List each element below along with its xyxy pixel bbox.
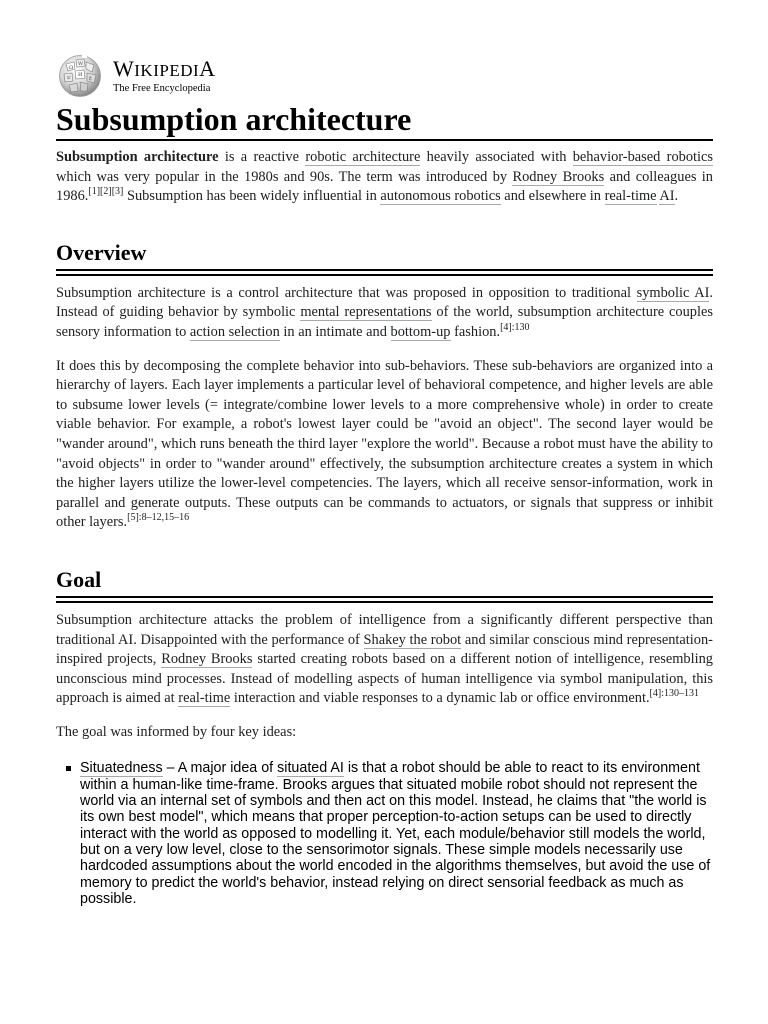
- link-behavior-based-robotics[interactable]: behavior-based robotics: [572, 149, 714, 165]
- link-robotic-architecture[interactable]: robotic architecture: [305, 149, 421, 165]
- goal-paragraph-2: The goal was informed by four key ideas:: [56, 723, 297, 740]
- text: and elsewhere in: [500, 188, 605, 205]
- section-divider: [56, 596, 713, 603]
- citation-5[interactable]: [5]:8–12,15–16: [127, 512, 190, 524]
- link-situated-ai[interactable]: situated AI: [277, 760, 344, 777]
- text: Subsumption architecture is a control architecture that was proposed in opposition to traditional: [56, 284, 637, 301]
- svg-text:ש: ש: [67, 75, 71, 81]
- link-ai[interactable]: AI: [659, 188, 675, 205]
- overview-paragraph-1: [56, 284, 713, 343]
- wikipedia-globe-icon: [56, 54, 105, 98]
- link-shakey-the-robot[interactable]: Shakey the robot: [363, 631, 462, 648]
- wordmark-title: [113, 55, 216, 82]
- goal-section-header: [56, 567, 713, 603]
- wordmark-last-letter: A: [199, 55, 216, 81]
- wordmark: [113, 55, 216, 95]
- citation-4[interactable]: [4]:130: [500, 321, 530, 333]
- text: .: [674, 188, 679, 205]
- link-mental-representations[interactable]: mental representations: [300, 304, 432, 321]
- link-real-time[interactable]: real-time: [178, 690, 231, 707]
- goal-heading: Goal: [56, 566, 102, 592]
- wordmark-first-letter: W: [113, 55, 135, 81]
- bold-term: Subsumption architecture: [56, 149, 219, 165]
- link-rodney-brooks[interactable]: Rodney Brooks: [512, 168, 605, 185]
- list-item: [80, 760, 713, 907]
- text: . Instead of guiding behavior by symbolic: [56, 284, 713, 321]
- text: It does this by decomposing the complete behavior into sub-behaviors. These sub-behaviors are organized into a hierarchy of layers. Each layer implements a particular level of behavioral competence, and higher levels are able to subsume lower levels (= integrate/combine lower levels to a more comprehensive whole) in order to create viable behavior. For example, a robot's lowest layer could be "avoid an object". The second layer would be "wander around", which runs beneath the third layer "explore the world". Because a robot must have the ability to "avoid objects" in order to "wander around" effectively, the subsumption architecture creates a system in which the higher layers utilize the lower-level competencies. The layers, which all receive sensor-information, work in parallel and generate outputs. These outputs can be commands to actuators, or signals that suppress or inhibit other layers.: [56, 357, 713, 531]
- text: in an intimate and: [279, 323, 391, 340]
- overview-section-header: [56, 240, 713, 276]
- text: fashion.: [450, 323, 501, 340]
- overview-paragraph-2: [56, 357, 713, 533]
- link-rodney-brooks[interactable]: Rodney Brooks: [161, 651, 253, 668]
- citation-1-2-3[interactable]: [1][2][3]: [88, 186, 124, 198]
- wordmark-tagline: The Free Encyclopedia: [113, 82, 211, 94]
- wikipedia-logo[interactable]: [56, 54, 713, 98]
- overview-heading: Overview: [56, 239, 147, 265]
- text: and similar conscious mind representation-inspired projects,: [56, 631, 713, 668]
- link-autonomous-robotics[interactable]: autonomous robotics: [380, 188, 501, 205]
- text: is a reactive: [218, 149, 306, 165]
- page-title: Subsumption architecture: [56, 101, 412, 137]
- svg-text:И: И: [78, 72, 83, 78]
- text: interaction and viable responses to a dynamic lab or office environment.: [230, 690, 650, 707]
- text: – A major idea of: [162, 760, 278, 777]
- citation-4[interactable]: [4]:130–131: [649, 688, 699, 700]
- text: is that a robot should be able to react to its environment within a human-like time-frame. Brooks argues that situated mobile robot should not represent the world via an internal set of symbols and then act on this model. Instead, he claims that "the world is its own best model", which means that proper perception-to-action setups can be used to directly interact with the world as opposed to modelling it. Yet, each module/behavior still models the world, but on a very low level, close to the sensorimotor signals. These simple models necessarily use hardcoded assumptions about the world encoded in the algorithms themselves, but avoid the use of memory to predict the world's behavior, instead relying on direct sensorial feedback as much as possible.: [80, 760, 711, 907]
- text: Subsumption has been widely influential in: [123, 188, 381, 205]
- svg-text:ع: ع: [89, 75, 92, 81]
- section-divider: [56, 269, 713, 276]
- link-situatedness[interactable]: Situatedness: [80, 760, 163, 777]
- text: and colleagues in 1986.: [56, 168, 713, 205]
- key-ideas-list: [56, 760, 713, 907]
- wordmark-middle: IKIPEDI: [134, 60, 200, 80]
- text: of the world, subsumption architecture couples sensory information to: [56, 304, 713, 340]
- goal-paragraph-1: [56, 611, 713, 709]
- svg-text:W: W: [78, 61, 84, 67]
- text: Subsumption architecture attacks the problem of intelligence from a significantly different perspective than traditional AI. Disappointed with the performance of: [56, 611, 713, 648]
- link-symbolic-ai[interactable]: symbolic AI: [636, 284, 710, 301]
- title-divider: [56, 139, 713, 141]
- link-real-time[interactable]: real-time: [604, 188, 657, 205]
- svg-text:Ω: Ω: [69, 65, 74, 71]
- text: heavily associated with: [420, 149, 573, 165]
- intro-paragraph: [56, 148, 713, 207]
- link-bottom-up[interactable]: bottom-up: [390, 323, 451, 340]
- bullet-icon: [66, 766, 71, 771]
- text: started creating robots based on a different notion of intelligence, resembling unconscious mind processes. Instead of modelling aspects of human intelligence via symbol manipulation, this approach is aimed at: [56, 651, 713, 707]
- link-action-selection[interactable]: action selection: [189, 323, 280, 340]
- article-page: [56, 54, 713, 907]
- text: which was very popular in the 1980s and 90s. The term was introduced by: [56, 168, 513, 185]
